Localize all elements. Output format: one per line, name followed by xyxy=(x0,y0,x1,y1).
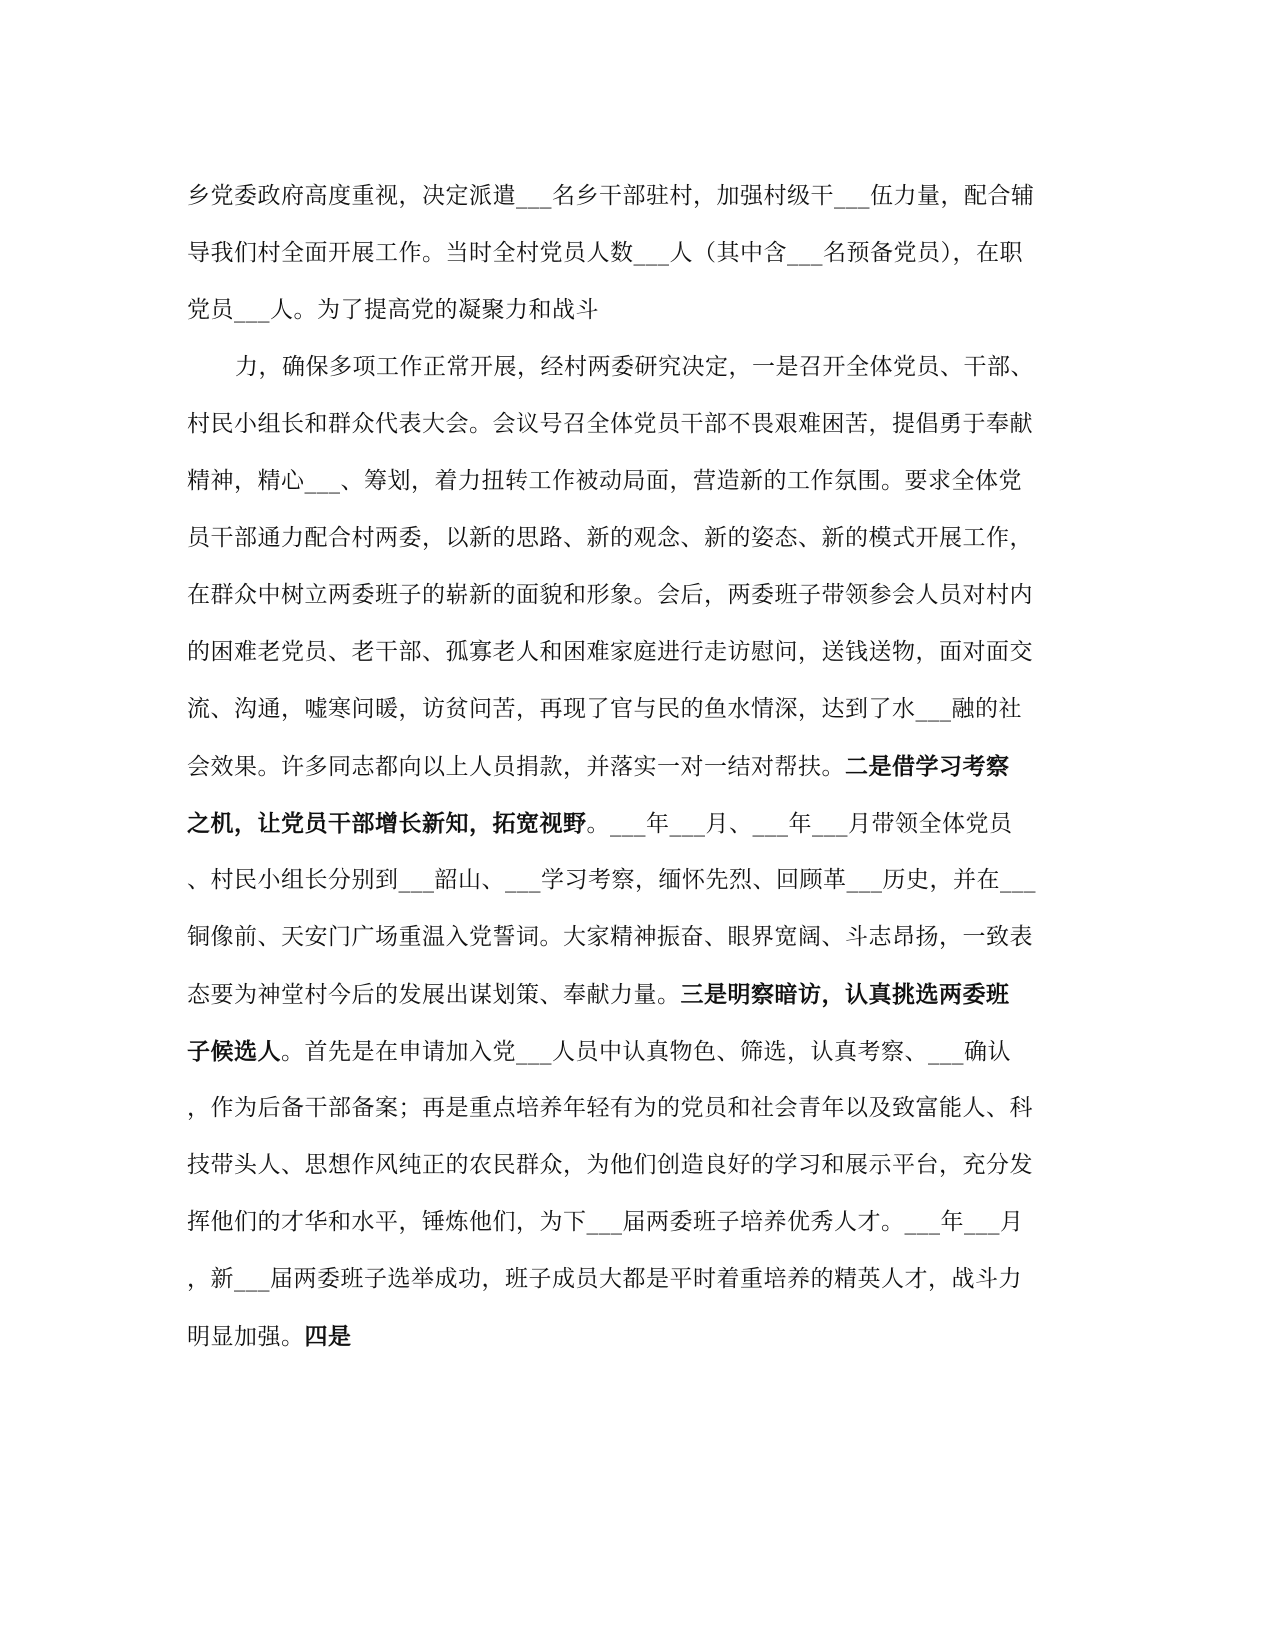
text-line xyxy=(187,1080,1087,1137)
bold-heading-run: 子候选人 xyxy=(187,1038,281,1065)
text-run: 。首先是在申请加入党___人员中认真物色、筛选，认真考察、___确认 xyxy=(281,1039,1011,1065)
text-run: 流、沟通，嘘寒问暖，访贫问苦，再现了官与民的鱼水情深，达到了水___融的社 xyxy=(187,696,1022,722)
text-run: 在群众中树立两委班子的崭新的面貌和形象。会后，两委班子带领参会人员对村内 xyxy=(187,582,1033,608)
text-line xyxy=(187,453,1087,510)
text-line xyxy=(187,282,1087,339)
text-line xyxy=(187,1194,1087,1251)
text-line xyxy=(187,1251,1087,1308)
text-line xyxy=(187,396,1087,453)
text-run: 。___年___月、___年___月带领全体党员 xyxy=(586,811,1013,837)
text-run: 导我们村全面开展工作。当时全村党员人数___人（其中含___名预备党员），在职 xyxy=(187,240,1023,266)
text-run: 技带头人、思想作风纯正的农民群众，为他们创造良好的学习和展示平台，充分发 xyxy=(187,1152,1033,1178)
text-run: 力，确保多项工作正常开展，经村两委研究决定，一是召开全体党员、干部、 xyxy=(235,354,1034,380)
bold-heading-run: 二是借学习考察 xyxy=(845,753,1010,780)
text-run: 、村民小组长分别到___韶山、___学习考察，缅怀先烈、回顾革___历史，并在___ xyxy=(187,867,1036,893)
bold-heading-run: 三是明察暗访，认真挑选两委班 xyxy=(680,981,1010,1008)
text-line xyxy=(187,510,1087,567)
text-run: 的困难老党员、老干部、孤寡老人和困难家庭进行走访慰问，送钱送物，面对面交 xyxy=(187,639,1033,665)
text-run: 明显加强。 xyxy=(187,1324,305,1350)
text-line xyxy=(187,567,1087,624)
text-run: 精神，精心___、筹划，着力扭转工作被动局面，营造新的工作氛围。要求全体党 xyxy=(187,468,1022,494)
text-run: ，作为后备干部备案；再是重点培养年轻有为的党员和社会青年以及致富能人、科 xyxy=(187,1095,1033,1121)
text-run: 员干部通力配合村两委，以新的思路、新的观念、新的姿态、新的模式开展工作， xyxy=(187,525,1033,551)
text-run: 态要为神堂村今后的发展出谋划策、奉献力量。 xyxy=(187,982,681,1008)
text-line xyxy=(187,1023,1087,1080)
text-line xyxy=(187,168,1087,225)
text-line xyxy=(187,1137,1087,1194)
text-line xyxy=(187,624,1087,681)
text-line xyxy=(187,1308,1087,1365)
text-line xyxy=(187,795,1087,852)
text-run: 铜像前、天安门广场重温入党誓词。大家精神振奋、眼界宽阔、斗志昂扬，一致表 xyxy=(187,924,1033,950)
text-line-paragraph-start xyxy=(187,339,1087,396)
text-line xyxy=(187,225,1087,282)
text-run: 乡党委政府高度重视，决定派遣___名乡干部驻村，加强村级干___伍力量，配合辅 xyxy=(187,183,1035,209)
text-run: 会效果。许多同志都向以上人员捐款，并落实一对一结对帮扶。 xyxy=(187,754,845,780)
text-line xyxy=(187,966,1087,1023)
text-run: 挥他们的才华和水平，锤炼他们，为下___届两委班子培养优秀人才。___年___月 xyxy=(187,1209,1024,1235)
document-body xyxy=(187,168,1087,1365)
text-line xyxy=(187,738,1087,795)
bold-heading-run: 之机，让党员干部增长新知，拓宽视野 xyxy=(187,810,587,837)
text-line xyxy=(187,852,1087,909)
text-run: ，新___届两委班子选举成功，班子成员大都是平时着重培养的精英人才，战斗力 xyxy=(187,1266,1022,1292)
text-line xyxy=(187,681,1087,738)
text-run: 党员___人。为了提高党的凝聚力和战斗 xyxy=(187,297,599,323)
text-run: 村民小组长和群众代表大会。会议号召全体党员干部不畏艰难困苦，提倡勇于奉献 xyxy=(187,411,1033,437)
text-line xyxy=(187,909,1087,966)
bold-heading-run: 四是 xyxy=(304,1323,352,1350)
